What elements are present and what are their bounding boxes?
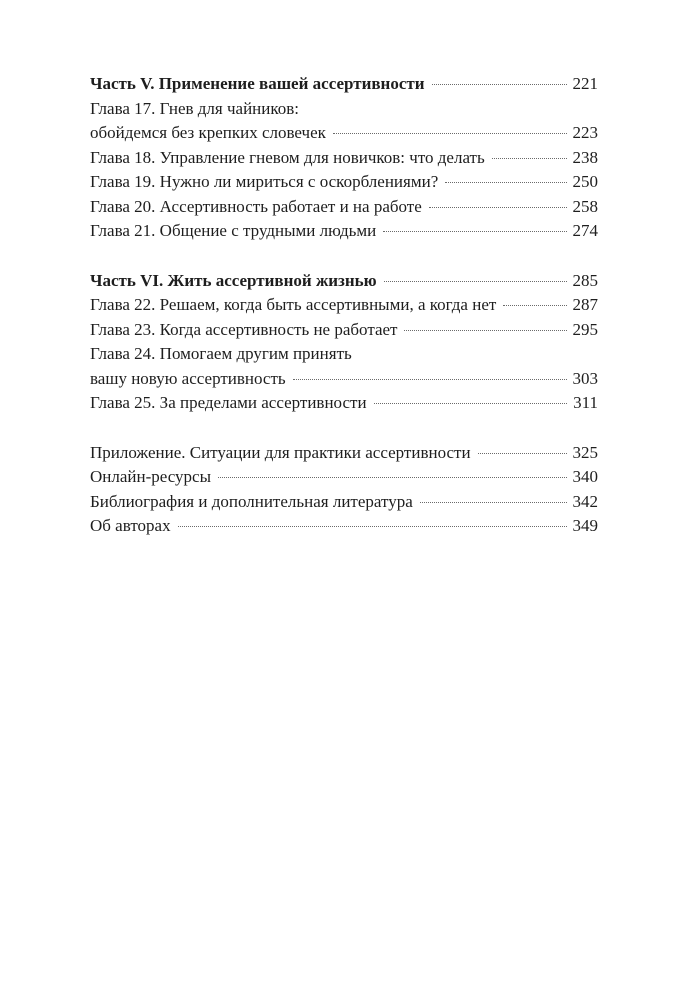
dot-leader [432,84,567,85]
dot-leader [333,133,567,134]
toc-entry-title: Часть VI. Жить ассертивной жизнью [90,270,377,290]
toc-entry-title: Глава 19. Нужно ли мириться с оскорблениями? [90,172,439,191]
dot-leader [478,453,567,454]
toc-entry-title: Часть V. Применение вашей ассертивности [90,74,425,93]
toc-entry-title-line1[interactable]: Глава 24. Помогаем другим принять [90,344,352,363]
toc-entry-chapter-24[interactable] [90,367,598,392]
toc-entry-page: 340 [572,467,598,486]
toc-entry-title: Библиография и дополнительная литература [90,491,413,511]
toc-entry-title: обойдемся без крепких словечек [90,123,326,142]
toc-entry-title: Глава 25. За пределами ассертивности [90,393,367,412]
toc-entry-bibliography[interactable] [90,490,598,515]
toc-entry-page: 295 [572,319,598,339]
toc-entry-title: Глава 20. Ассертивность работает и на работе [90,196,422,216]
dot-leader [445,182,566,183]
dot-leader [492,158,567,159]
toc-entry-part-6[interactable] [90,269,598,294]
toc-entry-title: Приложение. Ситуации для практики ассертивности [90,442,471,462]
toc-entry-appendix[interactable] [90,441,598,466]
toc-entry-title-line1[interactable]: Глава 17. Гнев для чайников: [90,98,300,118]
toc-entry-title: Глава 23. Когда ассертивность не работает [90,319,398,339]
dot-leader [503,305,566,306]
toc-entry-page: 287 [572,295,598,314]
toc-entry-page: 250 [572,172,598,191]
toc-entry-page: 223 [572,123,598,142]
toc-entry-page: 303 [572,368,598,388]
toc-entry-chapter-19[interactable] [90,170,598,195]
dot-leader [383,231,566,232]
toc-entry-page: 349 [572,516,598,535]
toc-section-part-5 [90,72,598,244]
dot-leader [293,379,567,380]
table-of-contents [90,72,598,564]
toc-entry-title: Глава 21. Общение с трудными людьми [90,221,377,240]
toc-entry-chapter-25[interactable] [90,391,598,416]
toc-entry-page: 238 [572,147,598,167]
dot-leader [429,207,567,208]
toc-entry-title: Онлайн-ресурсы [90,467,212,486]
toc-entry-title: Глава 18. Управление гневом для новичков: что делать [90,147,485,167]
toc-entry-chapter-23[interactable] [90,318,598,343]
toc-entry-page: 274 [572,221,598,240]
toc-entry-online-resources[interactable] [90,465,598,490]
toc-entry-chapter-22[interactable] [90,293,598,318]
dot-leader [374,403,568,404]
toc-entry-page: 311 [573,393,598,412]
toc-entry-title: вашу новую ассертивность [90,368,286,388]
toc-entry-chapter-20[interactable] [90,195,598,220]
toc-entry-chapter-21[interactable] [90,219,598,244]
dot-leader [404,330,566,331]
toc-section-appendix [90,441,598,539]
dot-leader [218,477,566,478]
toc-entry-about-authors[interactable] [90,514,598,539]
toc-entry-chapter-18[interactable] [90,146,598,171]
toc-entry-part-5[interactable] [90,72,598,97]
toc-entry-page: 221 [572,74,598,93]
dot-leader [420,502,567,503]
toc-entry-page: 285 [572,270,598,290]
toc-entry-page: 342 [572,491,598,511]
dot-leader [384,281,567,282]
toc-entry-chapter-17[interactable] [90,121,598,146]
toc-entry-page: 325 [572,442,598,462]
toc-entry-title: Об авторах [90,516,171,535]
toc-section-part-6 [90,269,598,416]
toc-entry-title: Глава 22. Решаем, когда быть ассертивными, а когда нет [90,295,497,314]
dot-leader [178,526,567,527]
toc-entry-page: 258 [572,196,598,216]
